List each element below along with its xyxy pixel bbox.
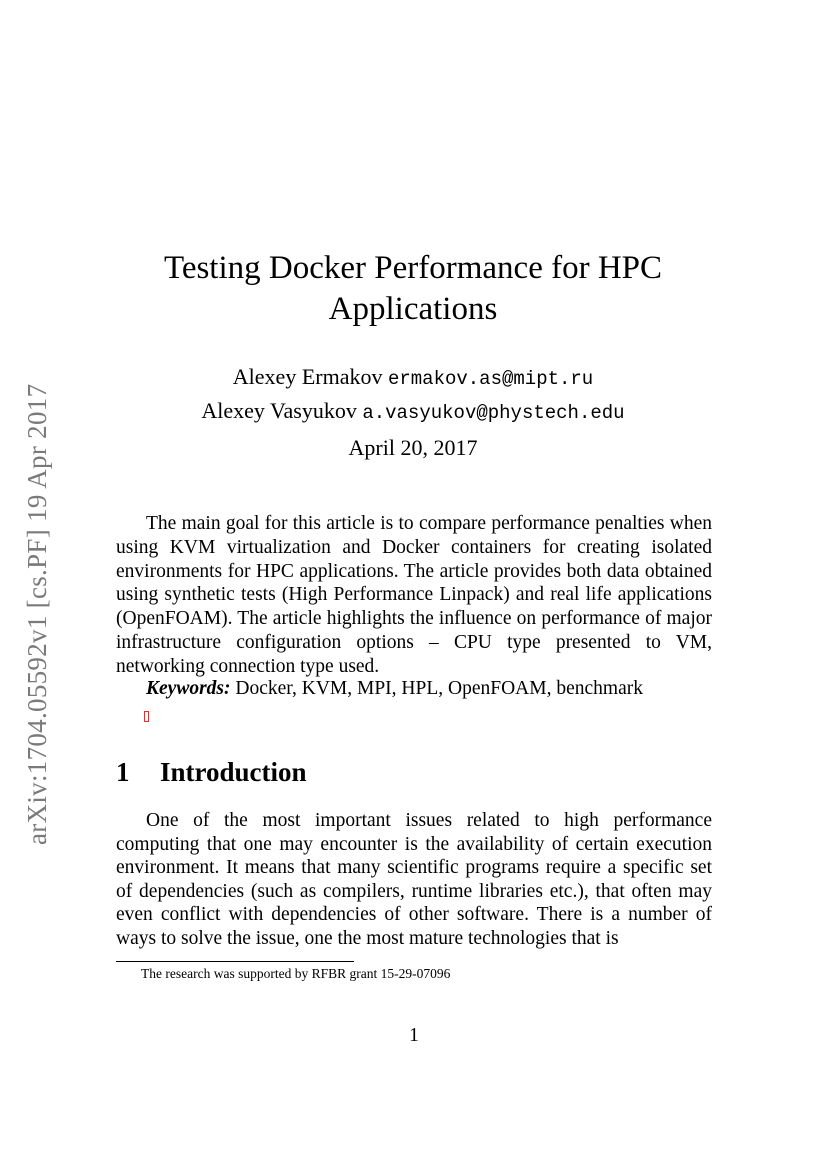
paper-title — [118, 248, 708, 330]
introduction-paragraph: One of the most important issues related to high performance computing that one may encounter is the availability of certain execution environment. It means that many scientific programs require a specific set of dependencies (such as compilers, runtime libraries etc.), that often may even conflict with dependencies of other software. There is a number of ways to solve the issue, one the most mature technologies that is — [116, 810, 712, 949]
abstract — [116, 512, 712, 679]
keywords-list: Docker, KVM, MPI, HPL, OpenFOAM, benchmark — [235, 678, 643, 699]
author-row — [118, 395, 708, 429]
page-number: 1 — [409, 1025, 419, 1046]
annotation-marker — [144, 711, 149, 722]
section-title: Introduction — [160, 757, 307, 787]
title-line-1: Testing Docker Performance for HPC — [163, 250, 663, 286]
title-line-2: Applications — [328, 291, 498, 327]
author-email[interactable]: a.vasyukov@phystech.edu — [362, 402, 625, 424]
author-name: Alexey Vasyukov — [201, 398, 357, 423]
footnote: The research was supported by RFBR grant 15-29-07096 — [141, 966, 451, 981]
section-heading-introduction — [116, 757, 307, 788]
abstract-text: The main goal for this article is to compare performance penalties when using KVM virtualization and Docker containers for creating isolated environments for HPC applications. The article provides both data obtained using synthetic tests (High Performance Linpack) and real life applications (OpenFOAM). The article highlights the influence on performance of major infrastructure configuration options – CPU type presented to VM, networking connection type used. — [116, 513, 712, 677]
keywords-label: Keywords: — [146, 678, 231, 699]
author-row — [118, 361, 708, 395]
author-email[interactable]: ermakov.as@mipt.ru — [387, 368, 594, 390]
author-list — [118, 361, 708, 429]
author-name: Alexey Ermakov — [232, 364, 383, 389]
arxiv-identifier-stamp: arXiv:1704.05592v1 [cs.PF] 19 Apr 2017 — [22, 383, 52, 845]
footnote-divider — [116, 961, 354, 962]
publication-date: April 20, 2017 — [348, 435, 478, 460]
section-number: 1 — [116, 757, 130, 787]
keywords-line — [146, 678, 643, 700]
